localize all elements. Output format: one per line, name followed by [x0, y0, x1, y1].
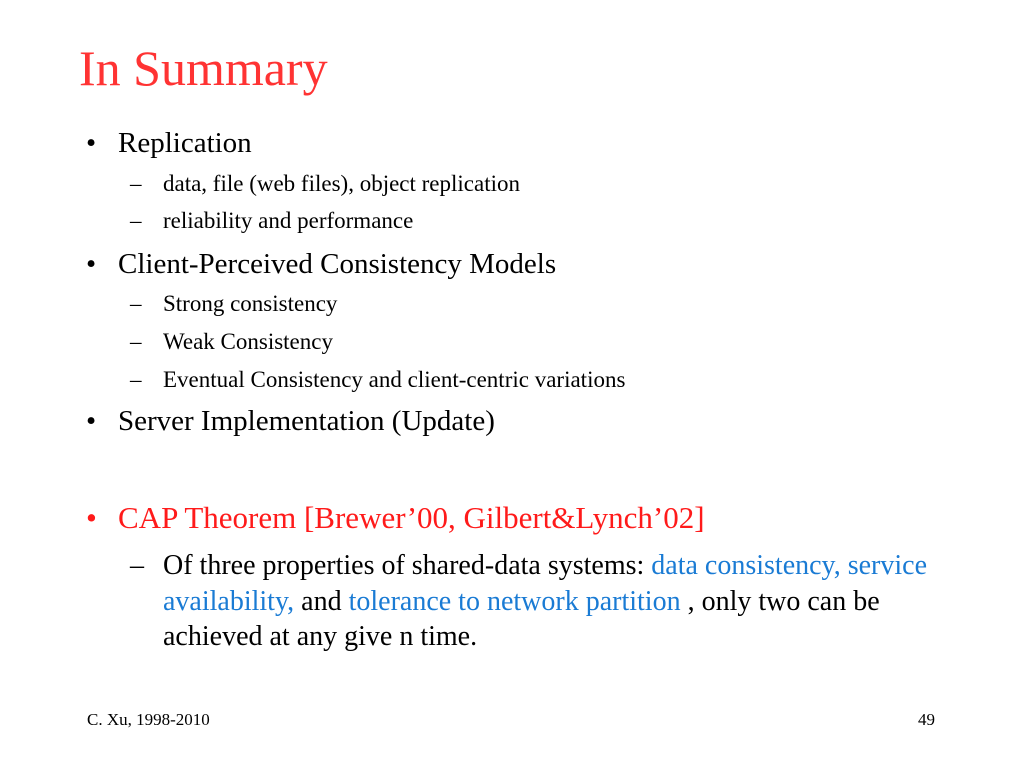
subitem-text: Weak Consistency: [163, 329, 333, 354]
dash-marker: –: [130, 367, 142, 392]
dash-marker: –: [130, 550, 144, 581]
cap-detail-paragraph: [163, 548, 953, 655]
bullet-text: Client-Perceived Consistency Models: [118, 248, 557, 280]
subitem-text: Eventual Consistency and client-centric variations: [163, 367, 626, 392]
cap-detail-consistency-availability: data consistency, service availability,: [163, 550, 928, 617]
dash-marker: –: [130, 208, 142, 233]
bullet-marker: •: [86, 405, 97, 437]
cap-detail-intro: Of three properties of shared-data systems:: [163, 550, 652, 581]
bullet-text: Replication: [118, 127, 252, 159]
subitem-text: reliability and performance: [163, 208, 414, 233]
bullet-marker: •: [86, 248, 97, 280]
dash-marker: –: [130, 291, 142, 316]
footer-page-number: 49: [918, 710, 935, 729]
dash-marker: –: [130, 171, 142, 196]
bullet-text: Server Implementation (Update): [118, 405, 495, 437]
subitem-text: Strong consistency: [163, 291, 338, 316]
cap-detail-conclusion: , only two can be achieved at any give n time.: [163, 585, 880, 652]
bullet-text: CAP Theorem [Brewer’00, Gilbert&Lynch’02]: [118, 500, 705, 535]
bullet-marker: •: [86, 127, 97, 159]
bullet-marker: •: [86, 500, 97, 535]
dash-marker: –: [130, 329, 142, 354]
cap-detail-partition-tolerance: tolerance to network partition: [348, 585, 681, 617]
footer-author: C. Xu, 1998-2010: [87, 710, 210, 729]
cap-detail-and: and: [294, 585, 349, 617]
subitem-text: data, file (web files), object replication: [163, 171, 520, 196]
slide-title: In Summary: [79, 40, 328, 96]
